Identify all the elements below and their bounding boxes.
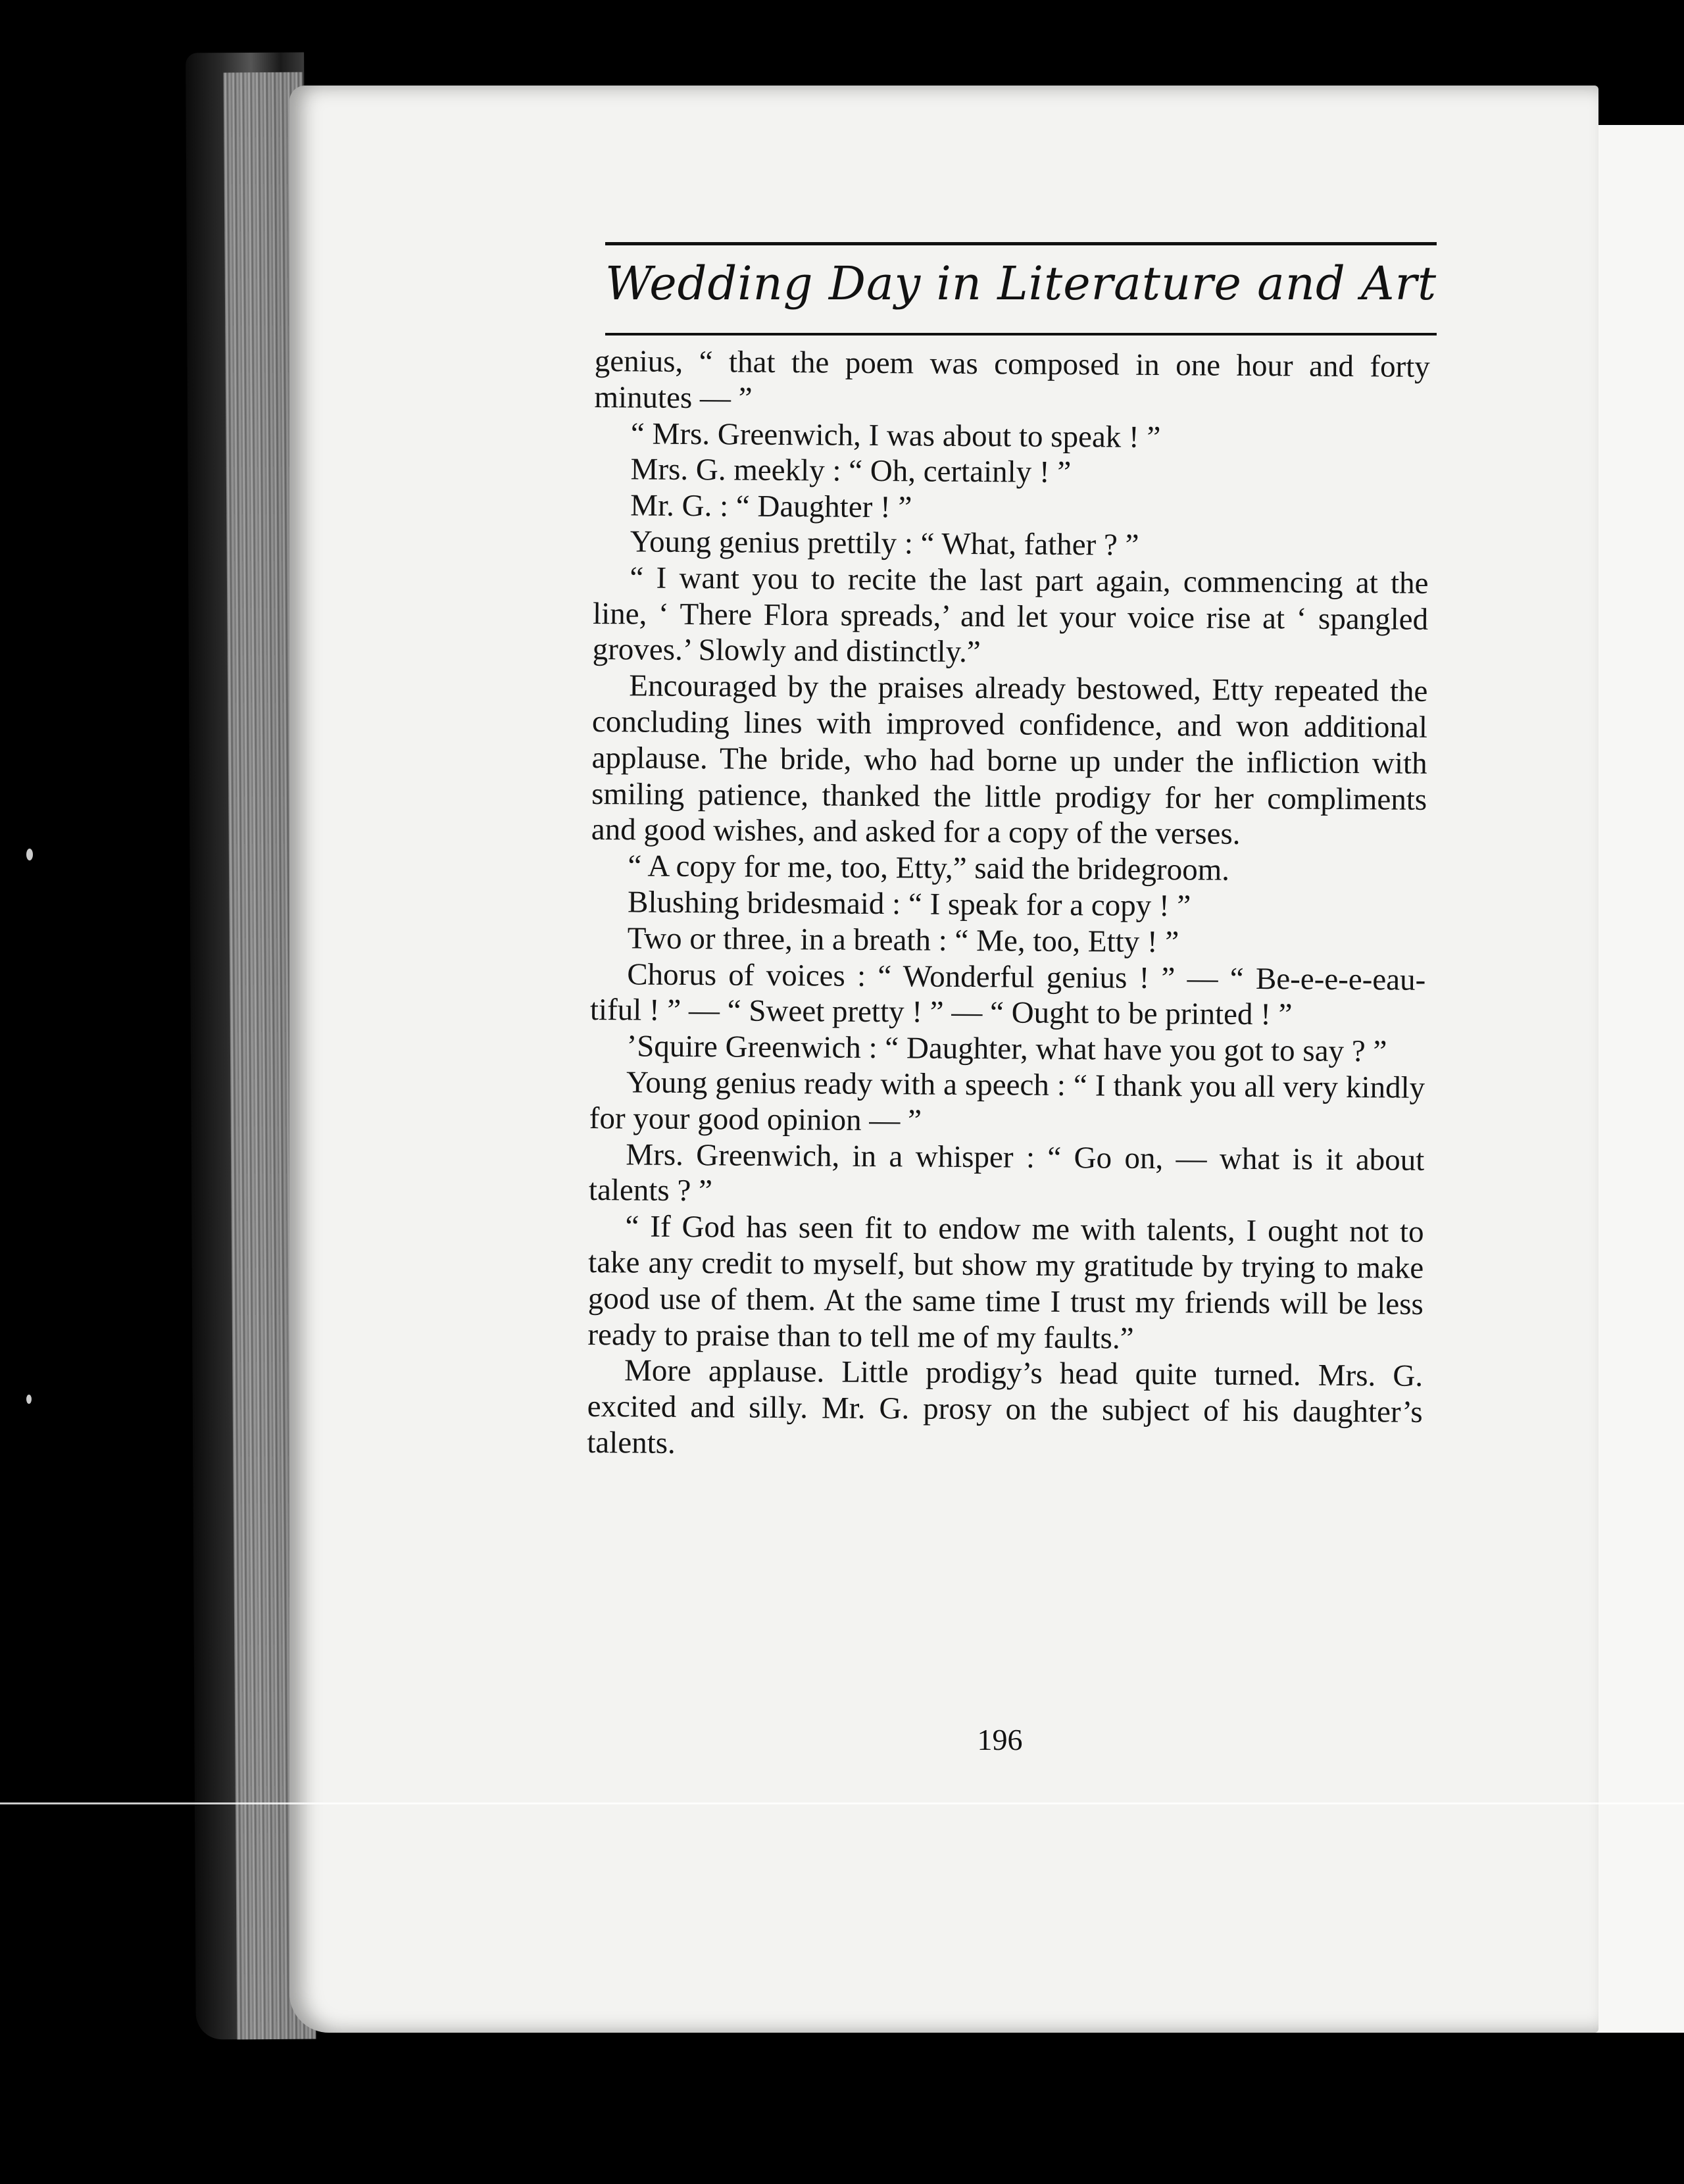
paragraph: Mrs. G. meekly : “ Oh, certainly ! ”: [630, 452, 1072, 490]
paragraph: genius, “ that the poem was composed in one hour and forty minutes — ”: [594, 344, 1430, 416]
paragraph: Blushing bridesmaid : “ I speak for a copy ! ”: [627, 885, 1191, 924]
dust-speck: [26, 1395, 32, 1404]
paragraph: “ A copy for me, too, Etty,” said the bridegroom.: [628, 849, 1230, 887]
page-number: 196: [977, 1723, 1023, 1756]
running-head: Wedding Day in Literature and Art: [605, 257, 1437, 310]
dust-speck: [26, 849, 33, 860]
paragraph: “ Mrs. Greenwich, I was about to speak ! ”: [630, 416, 1161, 455]
scan-line: [0, 1802, 1684, 1804]
header-rule-top: [605, 242, 1437, 245]
paragraph: Encouraged by the praises already bestowed, Etty repeated the concluding lines with improved confidence, and won additional applause. The bride, who had borne up under the infliction with smiling patience, thanked the little prodigy for her compliments and good wishes, and asked for a copy of the verses.: [591, 668, 1428, 852]
paragraph: “ If God has seen fit to endow me with talents, I ought not to take any credit to myself, but show my gratitude by trying to make good use of them. At the same time I trust my friends will be less ready to praise than to tell me of my faults.”: [587, 1209, 1424, 1356]
paragraph: Two or three, in a breath : “ Me, too, Etty ! ”: [627, 921, 1179, 959]
body-text: [587, 343, 1430, 1467]
paragraph: More applause. Little prodigy’s head quite turned. Mrs. G. excited and silly. Mr. G. prosy on the subject of his daughter’s talents.: [587, 1353, 1424, 1460]
paragraph: Mrs. Greenwich, in a whisper : “ Go on, — what is it about talents ? ”: [588, 1137, 1425, 1208]
paragraph: Young genius ready with a speech : “ I thank you all very kindly for your good opinion — ”: [589, 1065, 1425, 1138]
paragraph: Young genius prettily : “ What, father ? ”: [630, 524, 1139, 562]
paragraph: Chorus of voices : “ Wonderful genius ! ” — “ Be-e-e-e-eau-tiful ! ” — “ Sweet pretty ! ” — “ Ought to be printed ! ”: [589, 956, 1426, 1032]
paragraph: “ I want you to recite the last part again, commencing at the line, ‘ There Flora spreads,’ and let your voice rise at ‘ spangled groves.’ Slowly and distinctly.”: [592, 560, 1429, 670]
paragraph: ’Squire Greenwich : “ Daughter, what have you got to say ? ”: [626, 1029, 1387, 1069]
header-rule-bottom: [605, 333, 1437, 335]
paragraph: Mr. G. : “ Daughter ! ”: [630, 488, 912, 525]
